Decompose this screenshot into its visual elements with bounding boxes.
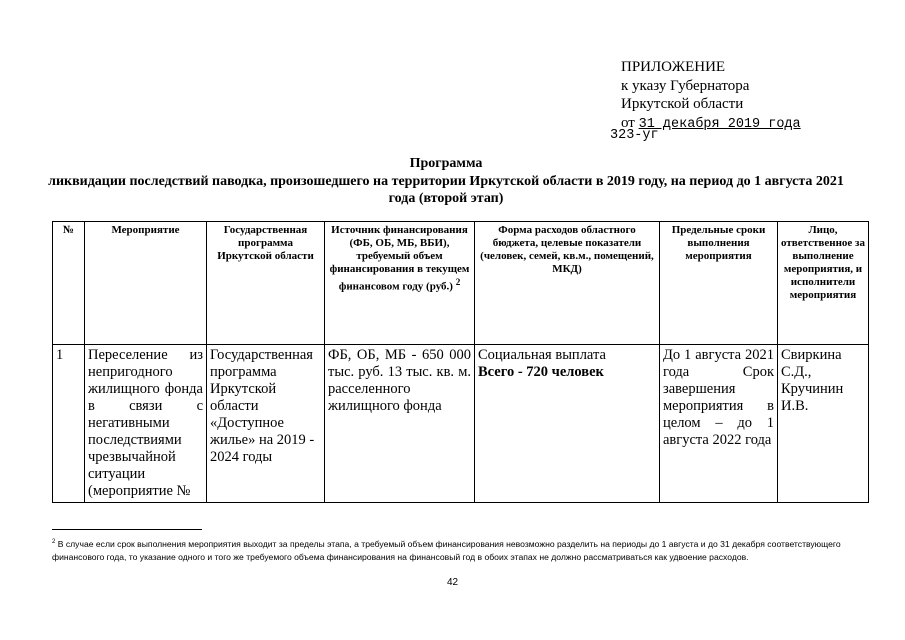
annex-line-1: к указу Губернатора bbox=[621, 77, 750, 94]
row-funding: ФБ, ОБ, МБ - 650 000 тыс. руб. 13 тыс. кв. м. расселенного жилищного фонда bbox=[325, 345, 475, 503]
row-expense-total: Всего - 720 человек bbox=[478, 364, 604, 380]
header-funding bbox=[325, 222, 475, 345]
row-number: 1 bbox=[53, 345, 85, 503]
footnote-text: В случае если срок выполнения мероприятия выходит за пределы этапа, а требуемый объем финансирования невозможно разделить на периоды до 1 августа и до 31 декабря соответствующего финансового года, то указание одного и того же требуемого объема финансирования на финансовый год в обоих этапах не должно рассматриваться как удвоение расходов. bbox=[52, 538, 841, 562]
row-responsible: Свиркина С.Д., Кручинин И.В. bbox=[778, 345, 869, 503]
table-header-row bbox=[53, 222, 869, 345]
header-number: № bbox=[53, 222, 85, 345]
annex-date: 31 декабря 2019 года bbox=[638, 116, 801, 132]
row-expense-form bbox=[475, 345, 660, 503]
header-deadline: Предельные сроки выполнения мероприятия bbox=[660, 222, 778, 345]
annex-block bbox=[621, 58, 801, 134]
header-expense-form: Форма расходов областного бюджета, целевые показатели (человек, семей, кв.м., помещений, МКД) bbox=[475, 222, 660, 345]
page-number: 42 bbox=[446, 577, 459, 588]
header-measure: Мероприятие bbox=[85, 222, 207, 345]
table-row bbox=[53, 345, 869, 503]
annex-line-2: Иркутской области bbox=[621, 96, 744, 112]
footnote bbox=[52, 536, 867, 564]
row-expense-form-text: Социальная выплата bbox=[478, 347, 606, 363]
annex-date-prefix: от bbox=[621, 114, 635, 131]
header-funding-text: Источник финансирования (ФБ, ОБ, МБ, ВБИ), требуемый объем финансирования в текущем финансовом году (руб.) bbox=[329, 224, 470, 293]
row-deadline: До 1 августа 2021 года Срок завершения мероприятия в целом – до 1 августа 2022 года bbox=[660, 345, 778, 503]
document-title: Программа bbox=[409, 156, 483, 171]
header-program: Государственная программа Иркутской области bbox=[207, 222, 325, 345]
decree-number: 323-уг bbox=[610, 128, 659, 143]
row-measure: Переселение из непригодного жилищного фонда в связи с негативными последствиями чрезвычайной ситуации (мероприятие № bbox=[85, 345, 207, 503]
document-subtitle: ликвидации последствий паводка, произошедшего на территории Иркутской области в 2019 году, на период до 1 августа 2021 года (второй этап) bbox=[48, 174, 844, 206]
annex-heading: ПРИЛОЖЕНИЕ bbox=[621, 59, 726, 75]
footnote-ref: 2 bbox=[455, 277, 461, 287]
header-responsible: Лицо, ответственное за выполнение мероприятия, и исполнители мероприятия bbox=[778, 222, 869, 345]
program-table bbox=[52, 221, 869, 503]
row-program: Государственная программа Иркутской области «Доступное жилье» на 2019 - 2024 годы bbox=[207, 345, 325, 503]
footnote-divider bbox=[52, 529, 202, 530]
footnote-mark: 2 bbox=[52, 539, 56, 545]
